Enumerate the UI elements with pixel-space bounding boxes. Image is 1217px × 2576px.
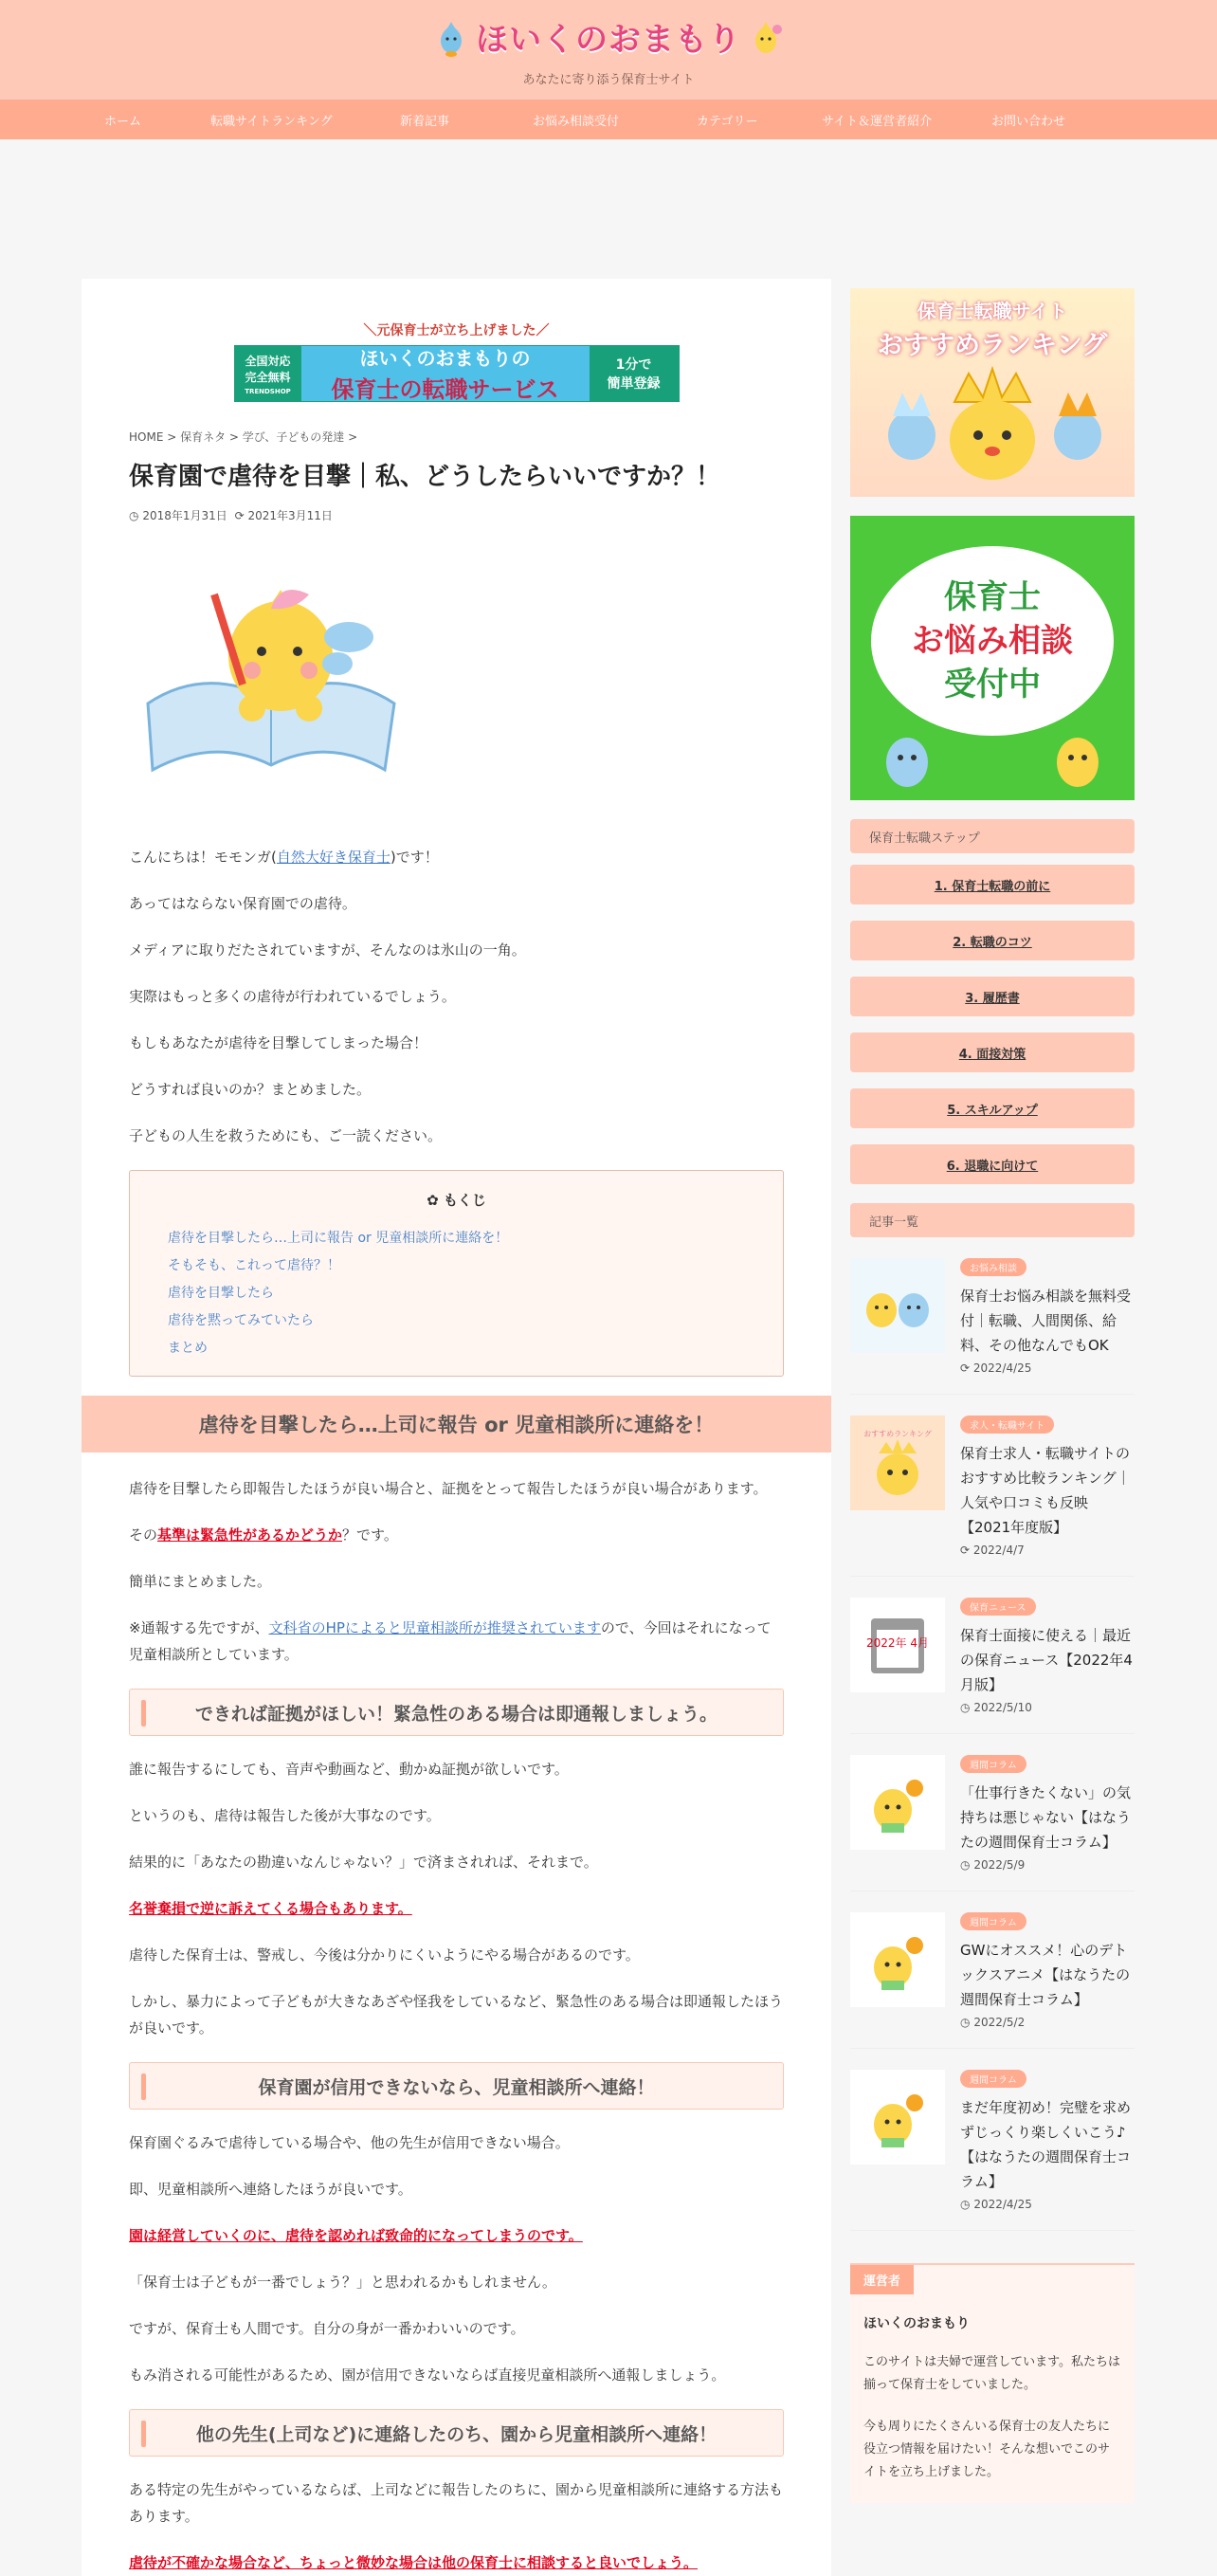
section3-paragraph-2: 即、児童相談所へ連絡したほうが良いです。 <box>129 2181 412 2199</box>
site-header <box>0 0 1217 100</box>
post-date: 2022/5/2 <box>973 2016 1026 2029</box>
section2-paragraph-5: 虐待した保育士は、警戒し、今後は分かりにくいようにやる場合があるのです。 <box>129 1946 640 1964</box>
list-item[interactable] <box>850 1891 1135 2049</box>
section3-paragraph-5: ですが、保育士も人間です。自分の身が一番かわいいのです。 <box>129 2320 525 2338</box>
section1-paragraph-2: その基準は緊急性があるかどうか？です。 <box>129 1526 398 1544</box>
post-category-badge: お悩み相談 <box>960 1258 1026 1276</box>
posts-widget-title: 記事一覧 <box>850 1203 1135 1237</box>
consult-line-2: お悩み相談 <box>912 622 1073 660</box>
banner-mid-2: 保育士の転職サービス <box>331 376 559 403</box>
step-link-2[interactable]: 2. 転職のコツ <box>850 921 1135 960</box>
global-nav <box>0 100 1217 139</box>
post-title: 保育士お悩み相談を無料受付｜転職、人間関係、給料、その他なんでもOK <box>960 1288 1132 1354</box>
subheading-1: できれば証拠がほしい！緊急性のある場合は即通報しましょう。 <box>129 1689 784 1736</box>
section1-paragraph-4: ※通報する先ですが、文科省のHPによると児童相談所が推奨されていますので、今回はそれになって児童相談所としています。 <box>129 1619 772 1664</box>
consult-line-1: 保育士 <box>944 578 1041 616</box>
consult-banner[interactable] <box>850 516 1135 800</box>
clover-icon: ✿ <box>427 1192 439 1210</box>
eyecatch-image <box>129 542 404 798</box>
mascot-blue-icon <box>434 16 468 58</box>
nav-ranking[interactable]: 転職サイトランキング <box>210 114 333 129</box>
intro-paragraph-6: どうすれば良いのか？まとめました。 <box>129 1081 372 1099</box>
nav-about[interactable]: サイト＆運営者紹介 <box>822 114 933 129</box>
intro-paragraph-7: 子どもの人生を救うためにも、ご一読ください。 <box>129 1127 443 1145</box>
post-category-badge: 週間コラム <box>960 1912 1026 1930</box>
post-thumbnail <box>850 2070 945 2165</box>
section3-paragraph-4: 「保育士は子どもが一番でしょう？」と思われるかもしれません。 <box>129 2274 556 2292</box>
post-category-badge: 保育ニュース <box>960 1598 1036 1616</box>
clock-icon: ◷ <box>960 2198 971 2211</box>
refresh-icon: ⟳ <box>234 509 245 523</box>
section2-paragraph-4: 名誉棄損で逆に訴えてくる場合もあります。 <box>129 1900 412 1918</box>
post-date: 2022/5/9 <box>973 1858 1026 1872</box>
step-link-5[interactable]: 5. スキルアップ <box>850 1088 1135 1128</box>
operator-label: 運営者 <box>850 2265 914 2294</box>
post-list <box>850 1237 1135 2231</box>
steps-widget-title: 保育士転職ステップ <box>850 819 1135 853</box>
post-thumbnail <box>850 1912 945 2007</box>
post-title: 保育士求人・転職サイトのおすすめ比較ランキング｜人気や口コミも反映【2021年度版】 <box>960 1445 1131 1536</box>
published-date: 2018年1月31日 <box>142 509 227 523</box>
section2-paragraph-6: しかし、暴力によって子どもが大きなあざや怪我をしているなど、緊急性のある場合は即通報したほうが良いです。 <box>129 1993 784 2037</box>
banner-left-2: 完全無料 <box>245 370 291 384</box>
post-title: 「仕事行きたくない」の気持ちは悪じゃない【はなうたの週間保育士コラム】 <box>960 1784 1132 1851</box>
section3-paragraph-1: 保育園ぐるみで虐待している場合や、他の先生が信用できない場合。 <box>129 2134 570 2152</box>
post-thumbnail <box>850 1416 945 1510</box>
post-category-badge: 求人・転職サイト <box>960 1416 1054 1434</box>
operator-name: ほいくのおまもり <box>863 2316 970 2331</box>
intro-paragraph-1: こんにちは！モモンガ(自然大好き保育士)です！ <box>129 849 439 867</box>
post-category-badge: 週間コラム <box>960 2070 1026 2088</box>
list-item[interactable] <box>850 1577 1135 1734</box>
post-thumbnail <box>850 1258 945 1353</box>
nav-consult[interactable]: お悩み相談受付 <box>533 114 620 129</box>
site-tagline: あなたに寄り添う保育士サイト <box>522 73 695 87</box>
list-item[interactable] <box>850 1734 1135 1891</box>
operator-widget <box>850 2263 1135 2503</box>
toc-item-4[interactable]: 虐待を黙ってみていたら <box>168 1313 314 1329</box>
post-date: 2022/5/10 <box>973 1701 1032 1714</box>
table-of-contents <box>129 1170 784 1377</box>
thumbnail-text: おすすめランキング <box>863 1430 932 1438</box>
author-link[interactable]: 自然大好き保育士 <box>276 849 391 867</box>
thumbnail-text: 2022年 4月 <box>866 1636 929 1650</box>
emphasis-text: 基準は緊急性があるかどうか <box>157 1526 343 1544</box>
updated-date: 2021年3月11日 <box>247 509 333 523</box>
mascot-yellow-icon <box>749 16 783 58</box>
post-date: 2022/4/7 <box>972 1544 1025 1557</box>
post-date: 2022/4/25 <box>972 1361 1032 1375</box>
nav-new-posts[interactable]: 新着記事 <box>400 114 450 129</box>
operator-text-2: 今も周りにたくさんいる保育士の友人たちに役立つ情報を届けたい！そんな想いでこのサイトを立ち上げました。 <box>863 2420 1111 2479</box>
steps-list <box>850 865 1135 1184</box>
step-link-3[interactable]: 3. 履歴書 <box>850 977 1135 1016</box>
post-title: 保育士面接に使える｜最近の保育ニュース【2022年4月版】 <box>960 1627 1133 1693</box>
section3-paragraph-6: もみ消される可能性があるため、園が信用できないならば直接児童相談所へ通報しましょう。 <box>129 2366 726 2384</box>
transfer-service-banner[interactable] <box>234 345 680 402</box>
step-link-4[interactable]: 4. 面接対策 <box>850 1032 1135 1072</box>
clock-icon: ◷ <box>960 1858 971 1872</box>
section1-paragraph-1: 虐待を目撃したら即報告したほうが良い場合と、証拠をとって報告したほうが良い場合があります。 <box>129 1480 768 1498</box>
banner-right-1: 1分で <box>615 357 652 373</box>
section2-paragraph-1: 誰に報告するにしても、音声や動画など、動かぬ証拠が欲しいです。 <box>129 1761 569 1779</box>
post-date: 2022/4/25 <box>973 2198 1032 2211</box>
post-thumbnail <box>850 1598 945 1692</box>
post-title: まだ年度初め！完璧を求めずじっくり楽しくいこう♪【はなうたの週間保育士コラム】 <box>960 2099 1132 2190</box>
sidebar <box>850 288 1135 2503</box>
banner-mid-1: ほいくのおまもりの <box>359 347 531 370</box>
ranking-banner-line-2: おすすめランキング <box>877 331 1108 360</box>
refresh-icon: ⟳ <box>960 1361 971 1375</box>
ranking-banner[interactable] <box>850 288 1135 497</box>
nav-home[interactable]: ホーム <box>104 114 142 129</box>
ranking-banner-line-1: 保育士転職サイト <box>917 300 1068 322</box>
post-dates <box>129 507 784 523</box>
main-content <box>82 279 831 2576</box>
intro-paragraph-3: メディアに取りだたされていますが、そんなのは氷山の一角。 <box>129 941 526 959</box>
clock-icon: ◷ <box>960 1701 971 1714</box>
mext-link[interactable]: 文科省のHPによると児童相談所が推奨されています <box>268 1619 601 1637</box>
toc-title: もくじ <box>443 1192 486 1210</box>
intro-paragraph-4: 実際はもっと多くの虐待が行われているでしょう。 <box>129 988 456 1006</box>
section-heading-1: 虐待を目撃したら…上司に報告 or 児童相談所に連絡を！ <box>82 1396 831 1452</box>
subheading-3: 他の先生(上司など)に連絡したのち、園から児童相談所へ連絡！ <box>129 2409 784 2457</box>
toc-item-3[interactable]: 虐待を目撃したら <box>168 1286 274 1302</box>
mascot-group-icon <box>850 364 1135 497</box>
banner-lead: ＼元保育士が立ち上げました／ <box>363 323 550 338</box>
intro-paragraph-5: もしもあなたが虐待を目撃してしまった場合！ <box>129 1034 428 1052</box>
post-thumbnail <box>850 1755 945 1850</box>
nav-category[interactable]: カテゴリー <box>697 114 758 129</box>
list-item[interactable] <box>850 2049 1135 2231</box>
section3-paragraph-3: 園は経営していくのに、虐待を認めれば致命的になってしまうのです。 <box>129 2227 583 2245</box>
section4-paragraph-1: ある特定の先生がやっているならば、上司などに報告したのちに、園から児童相談所に連絡する方法もあります。 <box>129 2481 784 2526</box>
breadcrumb[interactable]: HOME > 保育ネタ > 学び、子どもの発達 > <box>129 430 358 444</box>
banner-right-2: 簡単登録 <box>607 376 661 392</box>
step-link-1[interactable]: 1. 保育士転職の前に <box>850 865 1135 904</box>
clock-icon: ◷ <box>960 2016 971 2029</box>
post-category-badge: 週間コラム <box>960 1755 1026 1773</box>
consult-line-3: 受付中 <box>944 666 1041 703</box>
section4-paragraph-2: 虐待が不確かな場合など、ちょっと微妙な場合は他の保育士に相談すると良いでしょう。 <box>129 2554 699 2572</box>
site-logo[interactable]: ほいくのおまもり <box>476 21 741 59</box>
clock-icon: ◷ <box>129 509 139 523</box>
list-item[interactable] <box>850 1237 1135 1395</box>
post-title: GWにオススメ！心のデトックスアニメ【はなうたの週間保育士コラム】 <box>960 1942 1131 2008</box>
toc-item-1[interactable]: 虐待を目撃したら…上司に報告 or 児童相談所に連絡を！ <box>168 1231 509 1247</box>
section2-paragraph-2: というのも、虐待は報告した後が大事なのです。 <box>129 1807 441 1825</box>
section2-paragraph-3: 結果的に「あなたの勘違いなんじゃない？」で済まされれば、それまで。 <box>129 1854 598 1872</box>
section1-paragraph-3: 簡単にまとめました。 <box>129 1573 272 1591</box>
mascot-pair-icon <box>850 705 1135 800</box>
banner-left-1: 全国対応 <box>245 354 291 368</box>
toc-item-5[interactable]: まとめ <box>168 1341 208 1357</box>
toc-item-2[interactable]: そもそも、これって虐待？！ <box>168 1258 340 1274</box>
intro-paragraph-2: あってはならない保育園での虐待。 <box>129 895 356 913</box>
refresh-icon: ⟳ <box>960 1544 971 1557</box>
step-link-6[interactable]: 6. 退職に向けて <box>850 1144 1135 1184</box>
operator-text-1: このサイトは夫婦で運営しています。私たちは揃って保育士をしていました。 <box>863 2355 1121 2392</box>
nav-contact[interactable]: お問い合わせ <box>991 114 1066 129</box>
page-title: 保育園で虐待を目撃｜私、どうしたらいいですか？！ <box>129 463 721 491</box>
subheading-2: 保育園が信用できないなら、児童相談所へ連絡！ <box>129 2062 784 2110</box>
banner-left-3: TRENDSHOP <box>245 387 291 395</box>
list-item[interactable] <box>850 1395 1135 1577</box>
